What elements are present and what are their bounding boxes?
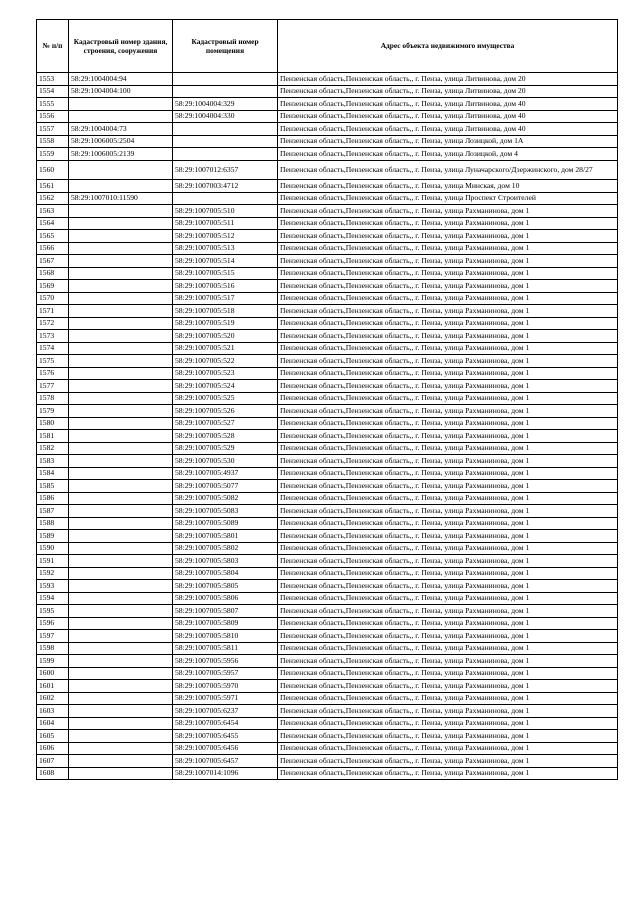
cell-building-cadastral: [69, 705, 173, 718]
table-row: [37, 305, 618, 318]
table-header-row: [37, 20, 618, 73]
cell-row-number: 1570: [37, 292, 69, 305]
cell-row-number: 1586: [37, 492, 69, 505]
cell-building-cadastral: [69, 605, 173, 618]
column-header-address: Адрес объекта недвижимого имущества: [278, 20, 618, 73]
cell-room-cadastral: 58:29:1007005:526: [173, 405, 278, 418]
cell-building-cadastral: [69, 405, 173, 418]
table-row: [37, 242, 618, 255]
cell-address: Пензенская область,Пензенская область,, г. Пенза, улица Литвинова, дом 40: [278, 110, 618, 123]
cell-address: Пензенская область,Пензенская область,, г. Пенза, улица Рахманинова, дом 1: [278, 667, 618, 680]
cell-room-cadastral: 58:29:1007005:5811: [173, 642, 278, 655]
table-row: [37, 355, 618, 368]
table-row: [37, 542, 618, 555]
cell-row-number: 1588: [37, 517, 69, 530]
cell-row-number: 1580: [37, 417, 69, 430]
cell-row-number: 1575: [37, 355, 69, 368]
cell-room-cadastral: 58:29:1007005:529: [173, 442, 278, 455]
cell-building-cadastral: [69, 505, 173, 518]
cell-row-number: 1587: [37, 505, 69, 518]
cell-room-cadastral: 58:29:1004004:330: [173, 110, 278, 123]
cell-building-cadastral: [69, 205, 173, 218]
cell-building-cadastral: [69, 492, 173, 505]
table-row: [37, 267, 618, 280]
cell-room-cadastral: 58:29:1007005:6456: [173, 742, 278, 755]
cell-room-cadastral: 58:29:1007005:519: [173, 317, 278, 330]
cell-address: Пензенская область,Пензенская область,, г. Пенза, улица Рахманинова, дом 1: [278, 367, 618, 380]
table-row: [37, 655, 618, 668]
cell-room-cadastral: [173, 123, 278, 136]
cell-row-number: 1574: [37, 342, 69, 355]
cell-address: Пензенская область,Пензенская область,, г. Пенза, улица Рахманинова, дом 1: [278, 642, 618, 655]
cell-row-number: 1572: [37, 317, 69, 330]
table-row: [37, 742, 618, 755]
cell-building-cadastral: [69, 580, 173, 593]
cell-row-number: 1571: [37, 305, 69, 318]
cell-address: Пензенская область,Пензенская область,, г. Пенза, улица Рахманинова, дом 1: [278, 217, 618, 230]
cell-building-cadastral: [69, 417, 173, 430]
cell-row-number: 1583: [37, 455, 69, 468]
cell-row-number: 1582: [37, 442, 69, 455]
column-header-num: № п/п: [37, 20, 69, 73]
cell-room-cadastral: 58:29:1007005:516: [173, 280, 278, 293]
table-row: [37, 455, 618, 468]
cell-row-number: 1562: [37, 192, 69, 205]
cell-building-cadastral: [69, 530, 173, 543]
cell-row-number: 1593: [37, 580, 69, 593]
cell-building-cadastral: [69, 110, 173, 123]
cell-building-cadastral: [69, 305, 173, 318]
table-row: [37, 580, 618, 593]
table-row: [37, 505, 618, 518]
cell-room-cadastral: 58:29:1007005:5807: [173, 605, 278, 618]
cell-room-cadastral: 58:29:1007005:514: [173, 255, 278, 268]
cell-address: Пензенская область,Пензенская область,, г. Пенза, улица Рахманинова, дом 1: [278, 317, 618, 330]
cell-address: Пензенская область,Пензенская область,, г. Пенза, улица Рахманинова, дом 1: [278, 655, 618, 668]
cell-building-cadastral: 58:29:1006005:2504: [69, 135, 173, 148]
cell-address: Пензенская область,Пензенская область,, г. Пенза, улица Рахманинова, дом 1: [278, 592, 618, 605]
cell-row-number: 1558: [37, 135, 69, 148]
cell-row-number: 1563: [37, 205, 69, 218]
cell-building-cadastral: [69, 442, 173, 455]
cell-row-number: 1596: [37, 617, 69, 630]
column-header-building-cadastral: Кадастровый номер здания, строения, сооружения: [69, 20, 173, 73]
cell-building-cadastral: [69, 367, 173, 380]
cell-address: Пензенская область,Пензенская область,, г. Пенза, улица Литвинова, дом 20: [278, 85, 618, 98]
cell-address: Пензенская область,Пензенская область,, г. Пенза, улица Рахманинова, дом 1: [278, 230, 618, 243]
cell-building-cadastral: [69, 730, 173, 743]
cell-row-number: 1598: [37, 642, 69, 655]
cell-room-cadastral: 58:29:1007005:6457: [173, 755, 278, 768]
table-row: [37, 417, 618, 430]
cell-building-cadastral: [69, 242, 173, 255]
cell-address: Пензенская область,Пензенская область,, г. Пенза, улица Рахманинова, дом 1: [278, 717, 618, 730]
table-row: [37, 730, 618, 743]
cell-room-cadastral: 58:29:1007005:528: [173, 430, 278, 443]
cell-row-number: 1605: [37, 730, 69, 743]
cell-address: Пензенская область,Пензенская область,, г. Пенза, улица Литвинова, дом 20: [278, 73, 618, 86]
cell-building-cadastral: [69, 542, 173, 555]
cell-row-number: 1569: [37, 280, 69, 293]
cell-building-cadastral: [69, 617, 173, 630]
cell-room-cadastral: 58:29:1007005:5957: [173, 667, 278, 680]
cell-building-cadastral: [69, 517, 173, 530]
table-row: [37, 630, 618, 643]
table-row: [37, 98, 618, 111]
cell-address: Пензенская область,Пензенская область,, г. Пенза, улица Рахманинова, дом 1: [278, 305, 618, 318]
cell-building-cadastral: 58:29:1007010:11590: [69, 192, 173, 205]
cell-building-cadastral: [69, 230, 173, 243]
cell-building-cadastral: [69, 642, 173, 655]
cell-row-number: 1556: [37, 110, 69, 123]
cell-address: Пензенская область,Пензенская область,, г. Пенза, улица Рахманинова, дом 1: [278, 280, 618, 293]
cell-address: Пензенская область,Пензенская область,, г. Пенза, улица Рахманинова, дом 1: [278, 355, 618, 368]
cell-row-number: 1604: [37, 717, 69, 730]
table-header: [37, 20, 618, 73]
cell-row-number: 1553: [37, 73, 69, 86]
cell-address: Пензенская область,Пензенская область,, г. Пенза, улица Рахманинова, дом 1: [278, 680, 618, 693]
cell-row-number: 1599: [37, 655, 69, 668]
cell-building-cadastral: [69, 255, 173, 268]
cell-address: Пензенская область,Пензенская область,, г. Пенза, улица Рахманинова, дом 1: [278, 767, 618, 780]
cell-address: Пензенская область,Пензенская область,, г. Пенза, улица Рахманинова, дом 1: [278, 530, 618, 543]
cell-address: Пензенская область,Пензенская область,, г. Пенза, улица Рахманинова, дом 1: [278, 605, 618, 618]
cell-address: Пензенская область,Пензенская область,, г. Пенза, улица Рахманинова, дом 1: [278, 380, 618, 393]
cell-building-cadastral: [69, 567, 173, 580]
cell-building-cadastral: [69, 392, 173, 405]
cell-row-number: 1607: [37, 755, 69, 768]
cell-row-number: 1584: [37, 467, 69, 480]
cell-address: Пензенская область,Пензенская область,, г. Пенза, улица Рахманинова, дом 1: [278, 417, 618, 430]
cell-row-number: 1589: [37, 530, 69, 543]
table-row: [37, 148, 618, 161]
cell-room-cadastral: 58:29:1007005:5971: [173, 692, 278, 705]
table-row: [37, 367, 618, 380]
table-row: [37, 317, 618, 330]
cell-room-cadastral: 58:29:1007005:5809: [173, 617, 278, 630]
cell-building-cadastral: [69, 330, 173, 343]
table-row: [37, 555, 618, 568]
table-row: [37, 667, 618, 680]
cell-room-cadastral: 58:29:1007005:6237: [173, 705, 278, 718]
table-row: [37, 255, 618, 268]
cell-row-number: 1559: [37, 148, 69, 161]
cell-room-cadastral: [173, 73, 278, 86]
cell-row-number: 1564: [37, 217, 69, 230]
cell-row-number: 1600: [37, 667, 69, 680]
cell-address: Пензенская область,Пензенская область,, г. Пенза, улица Рахманинова, дом 1: [278, 492, 618, 505]
cell-building-cadastral: [69, 342, 173, 355]
cell-address: Пензенская область,Пензенская область,, г. Пенза, улица Рахманинова, дом 1: [278, 567, 618, 580]
cell-room-cadastral: 58:29:1007005:5956: [173, 655, 278, 668]
cell-row-number: 1590: [37, 542, 69, 555]
cell-room-cadastral: 58:29:1007005:517: [173, 292, 278, 305]
cell-room-cadastral: 58:29:1007005:510: [173, 205, 278, 218]
cell-row-number: 1554: [37, 85, 69, 98]
cell-building-cadastral: [69, 480, 173, 493]
table-row: [37, 330, 618, 343]
cell-building-cadastral: [69, 555, 173, 568]
cell-building-cadastral: [69, 98, 173, 111]
cell-address: Пензенская область,Пензенская область,, г. Пенза, улица Рахманинова, дом 1: [278, 542, 618, 555]
cell-row-number: 1579: [37, 405, 69, 418]
cell-building-cadastral: [69, 217, 173, 230]
cell-address: Пензенская область,Пензенская область,, г. Пенза, улица Рахманинова, дом 1: [278, 405, 618, 418]
table-row: [37, 405, 618, 418]
cell-room-cadastral: 58:29:1007005:527: [173, 417, 278, 430]
cell-room-cadastral: 58:29:1007005:530: [173, 455, 278, 468]
cell-row-number: 1573: [37, 330, 69, 343]
cell-row-number: 1595: [37, 605, 69, 618]
cell-row-number: 1565: [37, 230, 69, 243]
cell-address: Пензенская область,Пензенская область,, г. Пенза, улица Рахманинова, дом 1: [278, 705, 618, 718]
cell-room-cadastral: 58:29:1007005:524: [173, 380, 278, 393]
table-row: [37, 230, 618, 243]
cell-row-number: 1560: [37, 160, 69, 180]
cell-room-cadastral: 58:29:1007005:5803: [173, 555, 278, 568]
cell-building-cadastral: 58:29:1004004:94: [69, 73, 173, 86]
table-row: [37, 110, 618, 123]
cell-room-cadastral: 58:29:1007012:6357: [173, 160, 278, 180]
cell-address: Пензенская область,Пензенская область,, г. Пенза, улица Лозицкой, дом 1А: [278, 135, 618, 148]
cell-room-cadastral: 58:29:1007005:520: [173, 330, 278, 343]
cell-room-cadastral: 58:29:1007005:525: [173, 392, 278, 405]
cell-building-cadastral: [69, 767, 173, 780]
cell-address: Пензенская область,Пензенская область,, г. Пенза, улица Рахманинова, дом 1: [278, 330, 618, 343]
cell-room-cadastral: 58:29:1007005:6454: [173, 717, 278, 730]
cell-room-cadastral: [173, 135, 278, 148]
table-row: [37, 160, 618, 180]
cell-building-cadastral: [69, 630, 173, 643]
table-row: [37, 205, 618, 218]
cell-building-cadastral: [69, 317, 173, 330]
cell-room-cadastral: 58:29:1007005:5089: [173, 517, 278, 530]
table-row: [37, 767, 618, 780]
cell-address: Пензенская область,Пензенская область,, г. Пенза, улица Рахманинова, дом 1: [278, 517, 618, 530]
table-row: [37, 442, 618, 455]
cell-room-cadastral: 58:29:1007005:523: [173, 367, 278, 380]
cell-row-number: 1585: [37, 480, 69, 493]
cell-address: Пензенская область,Пензенская область,, г. Пенза, улица Минская, дом 10: [278, 180, 618, 193]
cell-room-cadastral: 58:29:1007005:5802: [173, 542, 278, 555]
cell-room-cadastral: [173, 192, 278, 205]
cell-row-number: 1578: [37, 392, 69, 405]
cell-room-cadastral: 58:29:1007005:5801: [173, 530, 278, 543]
cell-building-cadastral: [69, 160, 173, 180]
table-row: [37, 530, 618, 543]
table-row: [37, 605, 618, 618]
cell-address: Пензенская область,Пензенская область,, г. Пенза, улица Рахманинова, дом 1: [278, 255, 618, 268]
table-row: [37, 123, 618, 136]
cell-address: Пензенская область,Пензенская область,, г. Пенза, улица Рахманинова, дом 1: [278, 617, 618, 630]
cell-address: Пензенская область,Пензенская область,, г. Пенза, улица Рахманинова, дом 1: [278, 342, 618, 355]
cell-address: Пензенская область,Пензенская область,, г. Пенза, улица Рахманинова, дом 1: [278, 242, 618, 255]
cell-building-cadastral: [69, 292, 173, 305]
cell-row-number: 1606: [37, 742, 69, 755]
cell-row-number: 1591: [37, 555, 69, 568]
cell-building-cadastral: [69, 180, 173, 193]
cell-address: Пензенская область,Пензенская область,, г. Пенза, улица Рахманинова, дом 1: [278, 755, 618, 768]
cell-row-number: 1566: [37, 242, 69, 255]
cell-building-cadastral: [69, 430, 173, 443]
cell-building-cadastral: [69, 655, 173, 668]
cell-address: Пензенская область,Пензенская область,, г. Пенза, улица Рахманинова, дом 1: [278, 742, 618, 755]
cell-row-number: 1592: [37, 567, 69, 580]
table-row: [37, 492, 618, 505]
cell-row-number: 1576: [37, 367, 69, 380]
cell-address: Пензенская область,Пензенская область,, г. Пенза, улица Рахманинова, дом 1: [278, 630, 618, 643]
cell-address: Пензенская область,Пензенская область,, г. Пенза, улица Рахманинова, дом 1: [278, 555, 618, 568]
table-row: [37, 217, 618, 230]
cell-building-cadastral: [69, 455, 173, 468]
cell-room-cadastral: 58:29:1007005:5970: [173, 680, 278, 693]
cell-room-cadastral: 58:29:1007005:5810: [173, 630, 278, 643]
cell-row-number: 1581: [37, 430, 69, 443]
table-body: [37, 73, 618, 780]
cell-room-cadastral: 58:29:1007005:518: [173, 305, 278, 318]
cell-building-cadastral: [69, 742, 173, 755]
cell-building-cadastral: [69, 592, 173, 605]
table-row: [37, 642, 618, 655]
cell-address: Пензенская область,Пензенская область,, г. Пенза, улица Рахманинова, дом 1: [278, 480, 618, 493]
cell-room-cadastral: 58:29:1007005:5082: [173, 492, 278, 505]
cell-row-number: 1568: [37, 267, 69, 280]
table-row: [37, 280, 618, 293]
cell-address: Пензенская область,Пензенская область,, г. Пенза, улица Рахманинова, дом 1: [278, 692, 618, 705]
cell-row-number: 1557: [37, 123, 69, 136]
cell-room-cadastral: 58:29:1007005:5806: [173, 592, 278, 605]
cell-building-cadastral: [69, 755, 173, 768]
cell-room-cadastral: 58:29:1007005:521: [173, 342, 278, 355]
cell-row-number: 1601: [37, 680, 69, 693]
cell-building-cadastral: [69, 280, 173, 293]
table-row: [37, 480, 618, 493]
cell-address: Пензенская область,Пензенская область,, г. Пенза, улица Литвинова, дом 40: [278, 123, 618, 136]
table-row: [37, 692, 618, 705]
cell-room-cadastral: 58:29:1007014:1096: [173, 767, 278, 780]
table-row: [37, 467, 618, 480]
cell-address: Пензенская область,Пензенская область,, г. Пенза, улица Рахманинова, дом 1: [278, 392, 618, 405]
cell-room-cadastral: 58:29:1007005:513: [173, 242, 278, 255]
cell-room-cadastral: 58:29:1007005:4937: [173, 467, 278, 480]
cell-row-number: 1577: [37, 380, 69, 393]
cell-row-number: 1608: [37, 767, 69, 780]
cell-address: Пензенская область,Пензенская область,, г. Пенза, улица Рахманинова, дом 1: [278, 205, 618, 218]
cell-address: Пензенская область,Пензенская область,, г. Пенза, улица Рахманинова, дом 1: [278, 505, 618, 518]
table-row: [37, 73, 618, 86]
table-row: [37, 180, 618, 193]
table-row: [37, 680, 618, 693]
table-row: [37, 85, 618, 98]
cell-room-cadastral: 58:29:1007005:5077: [173, 480, 278, 493]
cell-room-cadastral: 58:29:1007005:5805: [173, 580, 278, 593]
table-row: [37, 592, 618, 605]
cell-room-cadastral: 58:29:1007005:515: [173, 267, 278, 280]
cell-row-number: 1602: [37, 692, 69, 705]
cell-address: Пензенская область,Пензенская область,, г. Пенза, улица Рахманинова, дом 1: [278, 267, 618, 280]
cell-row-number: 1603: [37, 705, 69, 718]
cell-room-cadastral: 58:29:1007005:5083: [173, 505, 278, 518]
cell-row-number: 1597: [37, 630, 69, 643]
cell-building-cadastral: [69, 355, 173, 368]
table-row: [37, 705, 618, 718]
cell-room-cadastral: 58:29:1007005:512: [173, 230, 278, 243]
cell-address: Пензенская область,Пензенская область,, г. Пенза, улица Лозицкой, дом 4: [278, 148, 618, 161]
cell-address: Пензенская область,Пензенская область,, г. Пенза, улица Луначарского/Дзержинского, дом 28/27: [278, 160, 618, 180]
cell-building-cadastral: [69, 680, 173, 693]
cell-address: Пензенская область,Пензенская область,, г. Пенза, улица Рахманинова, дом 1: [278, 467, 618, 480]
cell-building-cadastral: [69, 667, 173, 680]
cell-building-cadastral: [69, 692, 173, 705]
cell-address: Пензенская область,Пензенская область,, г. Пенза, улица Литвинова, дом 40: [278, 98, 618, 111]
cell-building-cadastral: 58:29:1004004:100: [69, 85, 173, 98]
table-row: [37, 567, 618, 580]
cell-address: Пензенская область,Пензенская область,, г. Пенза, улица Рахманинова, дом 1: [278, 580, 618, 593]
cell-room-cadastral: [173, 85, 278, 98]
cell-room-cadastral: 58:29:1007003:4712: [173, 180, 278, 193]
cell-address: Пензенская область,Пензенская область,, г. Пенза, улица Рахманинова, дом 1: [278, 455, 618, 468]
cell-row-number: 1555: [37, 98, 69, 111]
cell-row-number: 1561: [37, 180, 69, 193]
cell-room-cadastral: 58:29:1007005:6455: [173, 730, 278, 743]
cell-building-cadastral: [69, 717, 173, 730]
table-row: [37, 392, 618, 405]
table-row: [37, 755, 618, 768]
table-row: [37, 517, 618, 530]
property-registry-table: [36, 19, 618, 780]
table-row: [37, 380, 618, 393]
cell-building-cadastral: 58:29:1006005:2139: [69, 148, 173, 161]
table-row: [37, 430, 618, 443]
cell-room-cadastral: 58:29:1007005:511: [173, 217, 278, 230]
cell-room-cadastral: 58:29:1007005:5804: [173, 567, 278, 580]
column-header-room-cadastral: Кадастровый номер помещения: [173, 20, 278, 73]
table-row: [37, 617, 618, 630]
cell-building-cadastral: [69, 267, 173, 280]
table-row: [37, 192, 618, 205]
cell-building-cadastral: [69, 380, 173, 393]
cell-room-cadastral: 58:29:1007005:522: [173, 355, 278, 368]
table-row: [37, 135, 618, 148]
cell-row-number: 1567: [37, 255, 69, 268]
table-row: [37, 717, 618, 730]
cell-building-cadastral: [69, 467, 173, 480]
cell-address: Пензенская область,Пензенская область,, г. Пенза, улица Рахманинова, дом 1: [278, 442, 618, 455]
cell-room-cadastral: 58:29:1004004:329: [173, 98, 278, 111]
cell-address: Пензенская область,Пензенская область,, г. Пенза, улица Проспект Строителей: [278, 192, 618, 205]
cell-row-number: 1594: [37, 592, 69, 605]
table-row: [37, 342, 618, 355]
cell-building-cadastral: 58:29:1004004:73: [69, 123, 173, 136]
cell-address: Пензенская область,Пензенская область,, г. Пенза, улица Рахманинова, дом 1: [278, 430, 618, 443]
table-row: [37, 292, 618, 305]
cell-address: Пензенская область,Пензенская область,, г. Пенза, улица Рахманинова, дом 1: [278, 730, 618, 743]
cell-address: Пензенская область,Пензенская область,, г. Пенза, улица Рахманинова, дом 1: [278, 292, 618, 305]
cell-room-cadastral: [173, 148, 278, 161]
